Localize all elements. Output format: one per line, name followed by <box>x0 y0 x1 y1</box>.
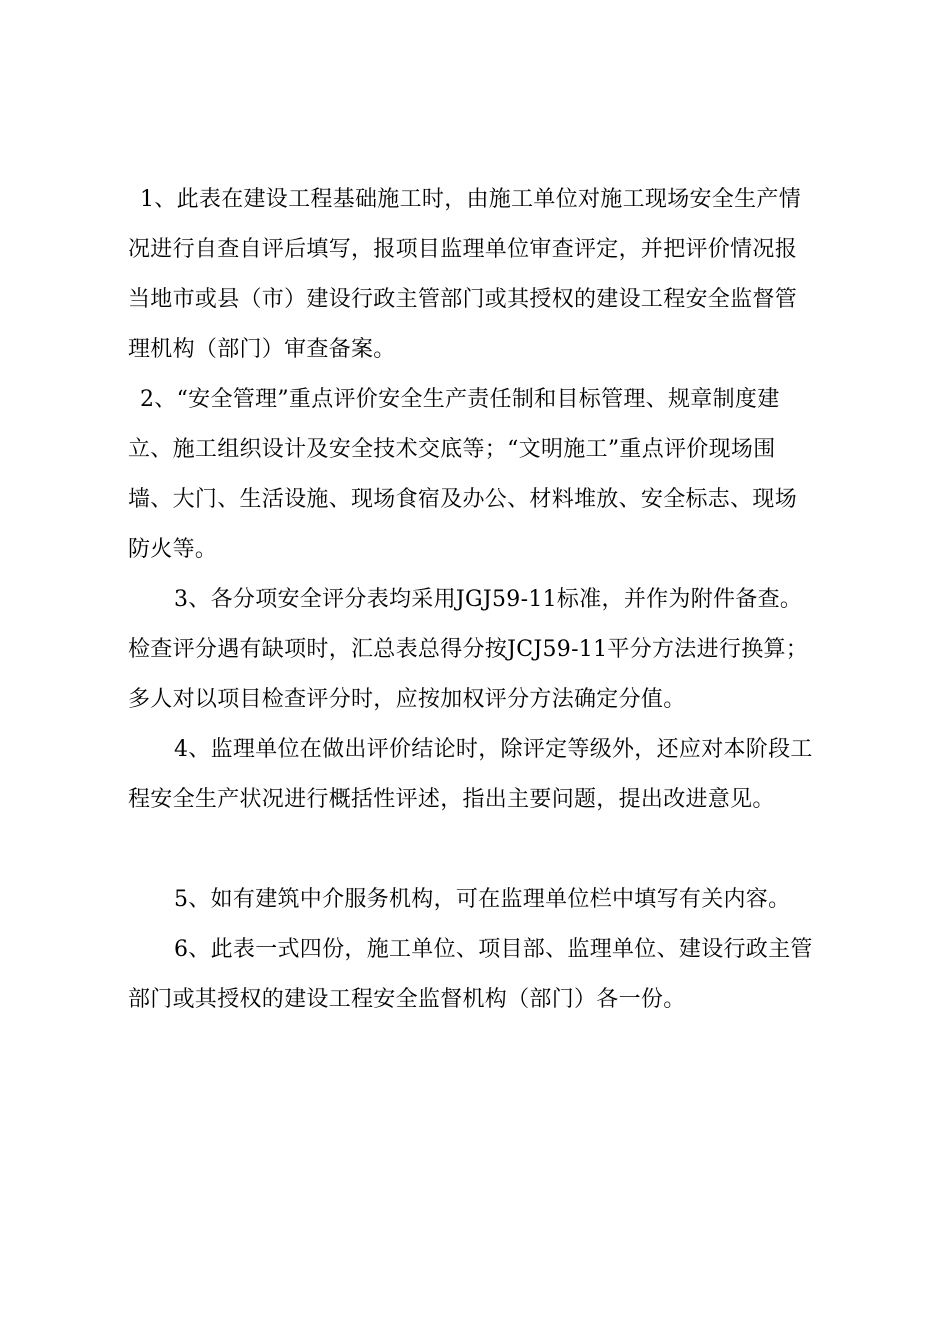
instruction-paragraph-6: 6、此表一式四份，施工单位、项目部、监理单位、建设行政主管部门或其授权的建设工程安全监督机构（部门）各一份。 <box>128 937 813 1012</box>
instruction-paragraph-3: 3、各分项安全评分表均采用JGJ59-11标准，并作为附件备查。检查评分遇有缺项时，汇总表总得分按JCJ59-11平分方法进行换算；多人对以项目检查评分时，应按加权评分方法确定分值。 <box>128 587 809 712</box>
instruction-paragraph-5: 5、如有建筑中介服务机构，可在监理单位栏中填写有关内容。 <box>174 887 791 912</box>
instruction-paragraph-1: 1、此表在建设工程基础施工时，由施工单位对施工现场安全生产情况进行自查自评后填写，报项目监理单位审查评定，并把评价情况报当地市或县（市）建设行政主管部门或其授权的建设工程安全监督管理机构（部门）审查备案。 <box>128 187 801 362</box>
instruction-paragraph-4: 4、监理单位在做出评价结论时，除评定等级外，还应对本阶段工程安全生产状况进行概括性评述，指出主要问题，提出改进意见。 <box>128 737 813 812</box>
instruction-paragraph-2: 2、“安全管理”重点评价安全生产责任制和目标管理、规章制度建立、施工组织设计及安全技术交底等；“文明施工”重点评价现场围墙、大门、生活设施、现场食宿及办公、材料堆放、安全标志、现场防火等。 <box>128 387 798 562</box>
